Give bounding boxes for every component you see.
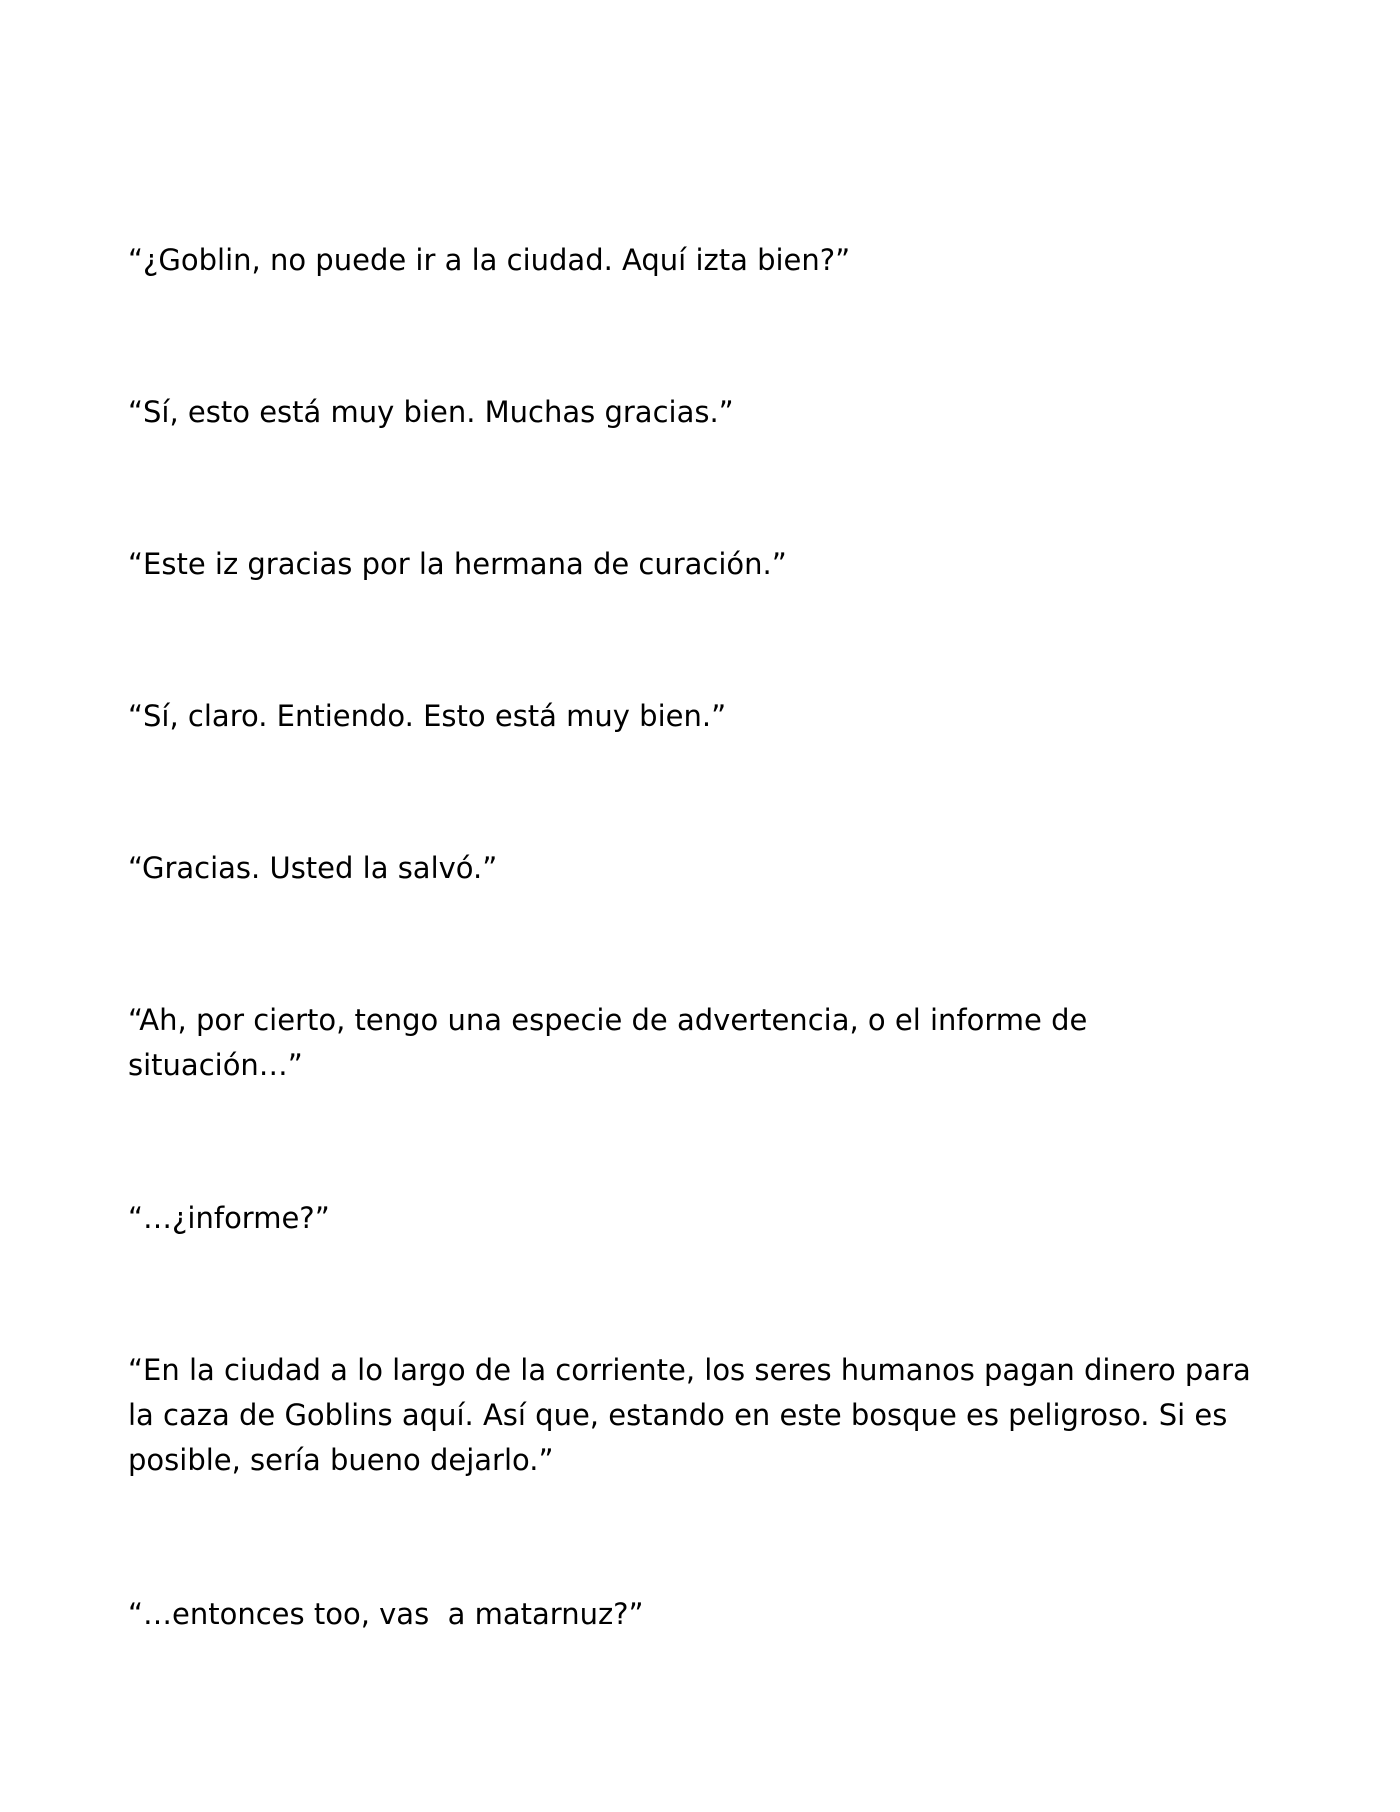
dialogue-paragraph: “…¿informe?” xyxy=(128,1201,330,1235)
dialogue-paragraph: “…entonces too, vas a matarnuz?” xyxy=(128,1597,644,1631)
dialogue-paragraph: “¿Goblin, no puede ir a la ciudad. Aquí izta bien?” xyxy=(128,243,851,277)
dialogue-paragraph: “Este iz gracias por la hermana de curación.” xyxy=(128,547,787,581)
dialogue-paragraph: “En la ciudad a lo largo de la corriente, los seres humanos pagan dinero para la caza de Goblins aquí. Así que, estando en este bosque es peligroso. Si es posible, sería bueno dejarlo.” xyxy=(128,1353,1261,1477)
dialogue-paragraph: “Sí, esto está muy bien. Muchas gracias.” xyxy=(128,395,734,429)
dialogue-paragraph: “Gracias. Usted la salvó.” xyxy=(128,851,498,885)
dialogue-paragraph: “Ah, por cierto, tengo una especie de advertencia, o el informe de situación…” xyxy=(128,1003,1097,1082)
dialogue-paragraph: “Sí, claro. Entiendo. Esto está muy bien.” xyxy=(128,699,727,733)
